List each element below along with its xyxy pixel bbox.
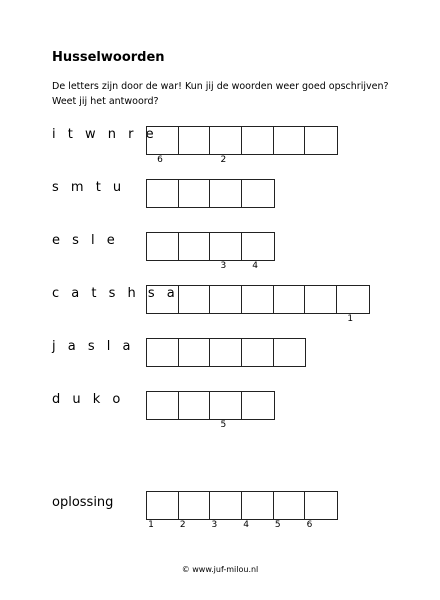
answer-boxes[interactable] [146, 391, 275, 420]
scrambled-word: j a s l a [52, 339, 135, 354]
answer-boxes[interactable] [146, 179, 275, 208]
letter-box[interactable] [242, 127, 274, 154]
scrambled-word: c a t s h s a [52, 286, 179, 301]
puzzle-row [0, 126, 440, 176]
letter-box[interactable] [242, 233, 274, 260]
letter-box[interactable] [242, 392, 274, 419]
letter-box[interactable] [210, 127, 242, 154]
position-number: 2 [179, 520, 186, 530]
letter-box[interactable] [210, 286, 242, 313]
position-number: 4 [243, 520, 249, 530]
position-number: 6 [157, 155, 163, 165]
position-number: 2 [220, 155, 227, 165]
position-number: 1 [347, 314, 354, 324]
puzzle-row [0, 232, 440, 282]
letter-box[interactable] [179, 233, 211, 260]
page-title: Husselwoorden [52, 50, 165, 65]
footer-credit: © www.juf-milou.nl [181, 565, 259, 574]
letter-box[interactable] [305, 492, 337, 519]
letter-box[interactable] [210, 492, 242, 519]
letter-box[interactable] [147, 392, 179, 419]
scrambled-word: s m t u [52, 180, 126, 195]
letter-box[interactable] [179, 286, 211, 313]
puzzle-row [0, 285, 440, 335]
letter-box[interactable] [179, 339, 211, 366]
letter-box[interactable] [179, 392, 211, 419]
intro-line-1: De letters zijn door de war! Kun jij de woorden weer goed opschrijven? [52, 81, 389, 92]
scrambled-word: i t w n r e [52, 127, 158, 142]
letter-box[interactable] [274, 492, 306, 519]
puzzle-row [0, 179, 440, 229]
position-number: 6 [306, 520, 313, 530]
letter-box[interactable] [337, 286, 369, 313]
position-number: 5 [274, 520, 281, 530]
answer-boxes[interactable] [146, 232, 275, 261]
position-number: 4 [252, 261, 258, 271]
letter-box[interactable] [147, 492, 179, 519]
letter-box[interactable] [147, 127, 179, 154]
answer-boxes[interactable] [146, 338, 306, 367]
letter-box[interactable] [179, 492, 211, 519]
letter-box[interactable] [147, 180, 179, 207]
solution-boxes[interactable] [146, 491, 338, 520]
letter-box[interactable] [179, 127, 211, 154]
letter-box[interactable] [274, 286, 306, 313]
letter-box[interactable] [147, 339, 179, 366]
solution-row [0, 491, 440, 541]
position-number: 3 [211, 520, 218, 530]
letter-box[interactable] [305, 127, 337, 154]
letter-box[interactable] [242, 492, 274, 519]
position-number: 3 [220, 261, 227, 271]
intro-text [52, 79, 389, 109]
letter-box[interactable] [210, 233, 242, 260]
letter-box[interactable] [147, 233, 179, 260]
position-number: 5 [220, 420, 227, 430]
puzzle-row [0, 391, 440, 441]
scrambled-word: e s l e [52, 233, 119, 248]
scrambled-word: d u k o [52, 392, 125, 407]
letter-box[interactable] [242, 286, 274, 313]
letter-box[interactable] [274, 127, 306, 154]
letter-box[interactable] [210, 392, 242, 419]
letter-box[interactable] [210, 180, 242, 207]
letter-box[interactable] [179, 180, 211, 207]
puzzle-row [0, 338, 440, 388]
letter-box[interactable] [305, 286, 337, 313]
letter-box[interactable] [147, 286, 179, 313]
letter-box[interactable] [210, 339, 242, 366]
intro-line-2: Weet jij het antwoord? [52, 96, 159, 107]
letter-box[interactable] [274, 339, 306, 366]
letter-box[interactable] [242, 339, 274, 366]
letter-box[interactable] [242, 180, 274, 207]
position-number: 1 [148, 520, 154, 530]
solution-label: oplossing [52, 495, 114, 510]
answer-boxes[interactable] [146, 126, 338, 155]
answer-boxes[interactable] [146, 285, 370, 314]
